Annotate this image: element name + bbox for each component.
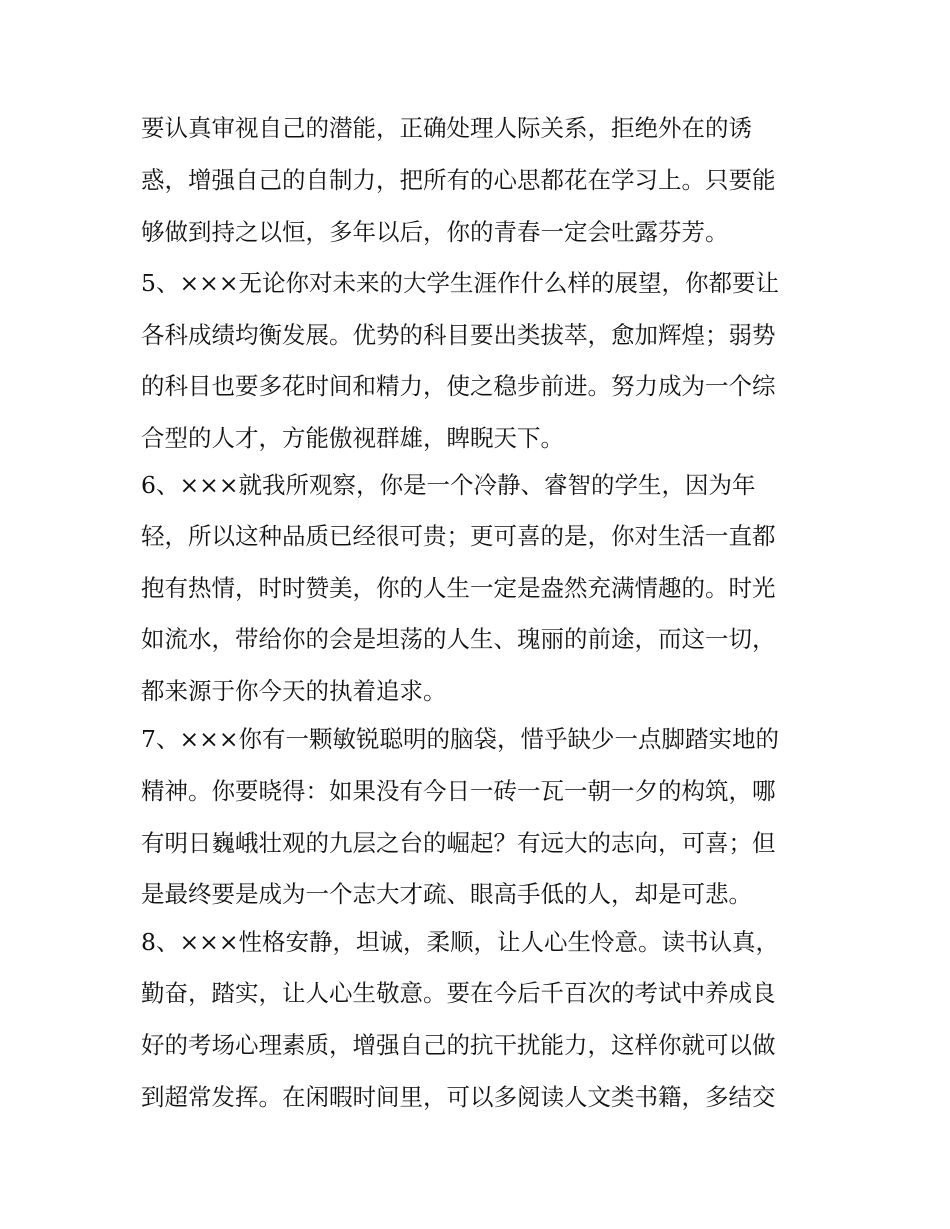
text-line: 精神。你要晓得：如果没有今日一砖一瓦一朝一夕的构筑，哪: [141, 777, 776, 805]
text-line: 到超常发挥。在闲暇时间里，可以多阅读人文类书籍，多结交: [141, 1083, 776, 1111]
text-line: 的科目也要多花时间和精力，使之稳步前进。努力成为一个综: [141, 372, 776, 400]
text-line: 够做到持之以恒，多年以后，你的青春一定会吐露芬芳。: [141, 218, 729, 246]
text-line: 都来源于你今天的执着追求。: [141, 677, 447, 705]
text-line: 抱有热情，时时赞美，你的人生一定是盎然充满情趣的。时光: [141, 574, 776, 602]
text-line: 好的考场心理素质，增强自己的抗干扰能力，这样你就可以做: [141, 1031, 776, 1059]
text-line: 合型的人才，方能傲视群雄，睥睨天下。: [141, 424, 564, 452]
text-line: 如流水，带给你的会是坦荡的人生、瑰丽的前途，而这一切，: [141, 625, 776, 653]
text-line: 是最终要是成为一个志大才疏、眼高手低的人，却是可悲。: [141, 880, 752, 908]
text-line: 惑，增强自己的自制力，把所有的心思都花在学习上。只要能: [141, 166, 776, 194]
text-line: 各科成绩均衡发展。优势的科目要出类拔萃，愈加辉煌；弱势: [141, 321, 776, 349]
text-line: 要认真审视自己的潜能，正确处理人际关系，拒绝外在的诱: [141, 114, 752, 142]
text-line: 有明日巍峨壮观的九层之台的崛起？有远大的志向，可喜；但: [141, 829, 776, 857]
paragraph-5-start: 5、×××无论你对未来的大学生涯作什么样的展望，你都要让: [141, 269, 780, 297]
text-line: 勤奋，踏实，让人心生敬意。要在今后千百次的考试中养成良: [141, 979, 776, 1007]
text-line: 轻，所以这种品质已经很可贵；更可喜的是，你对生活一直都: [141, 522, 776, 550]
paragraph-8-start: 8、×××性格安静，坦诚，柔顺，让人心生怜意。读书认真，: [141, 928, 780, 956]
paragraph-7-start: 7、×××你有一颗敏锐聪明的脑袋，惜乎缺少一点脚踏实地的: [141, 725, 780, 753]
paragraph-6-start: 6、×××就我所观察，你是一个冷静、睿智的学生，因为年: [141, 471, 756, 499]
